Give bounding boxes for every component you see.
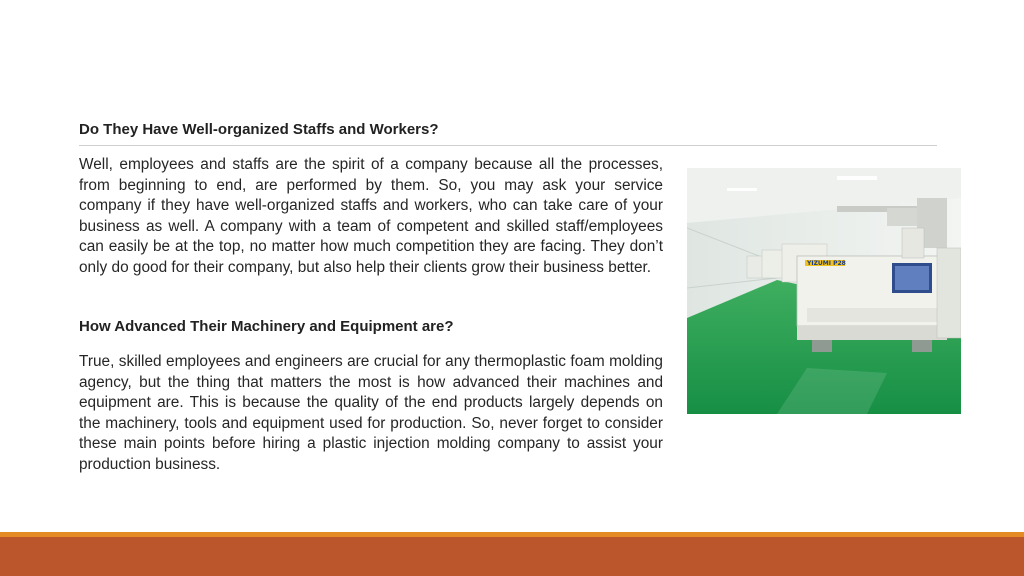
machine-brand-label: YIZUMI P28 — [807, 260, 846, 267]
heading-divider — [79, 145, 937, 146]
footer-band — [0, 537, 1024, 576]
injection-molding-machines-illustration — [687, 168, 961, 414]
factory-photo — [687, 168, 961, 414]
section1-body: Well, employees and staffs are the spirit of a company because all the processes, from beginning to end, are performed by them. So, you may ask your service company if they have well-organized staffs and workers, who can take care of your business as well. A company with a team of competent and skilled staff/employees can easily be at the top, no matter how much competition they are facing. They don’t only do good for their company, but also help their clients grow their business better. — [79, 156, 663, 276]
section1-heading: Do They Have Well-organized Staffs and Workers? — [79, 121, 439, 138]
section2-heading: How Advanced Their Machinery and Equipment are? — [79, 318, 454, 335]
section2-body: True, skilled employees and engineers are crucial for any thermoplastic foam molding agency, but the thing that matters the most is how advanced their machines and equipment are. This is because the quality of the end products largely depends on the machinery, tools and equipment used for production. So, never forget to consider these main points before hiring a plastic injection molding company to assist your production business. — [79, 353, 663, 473]
